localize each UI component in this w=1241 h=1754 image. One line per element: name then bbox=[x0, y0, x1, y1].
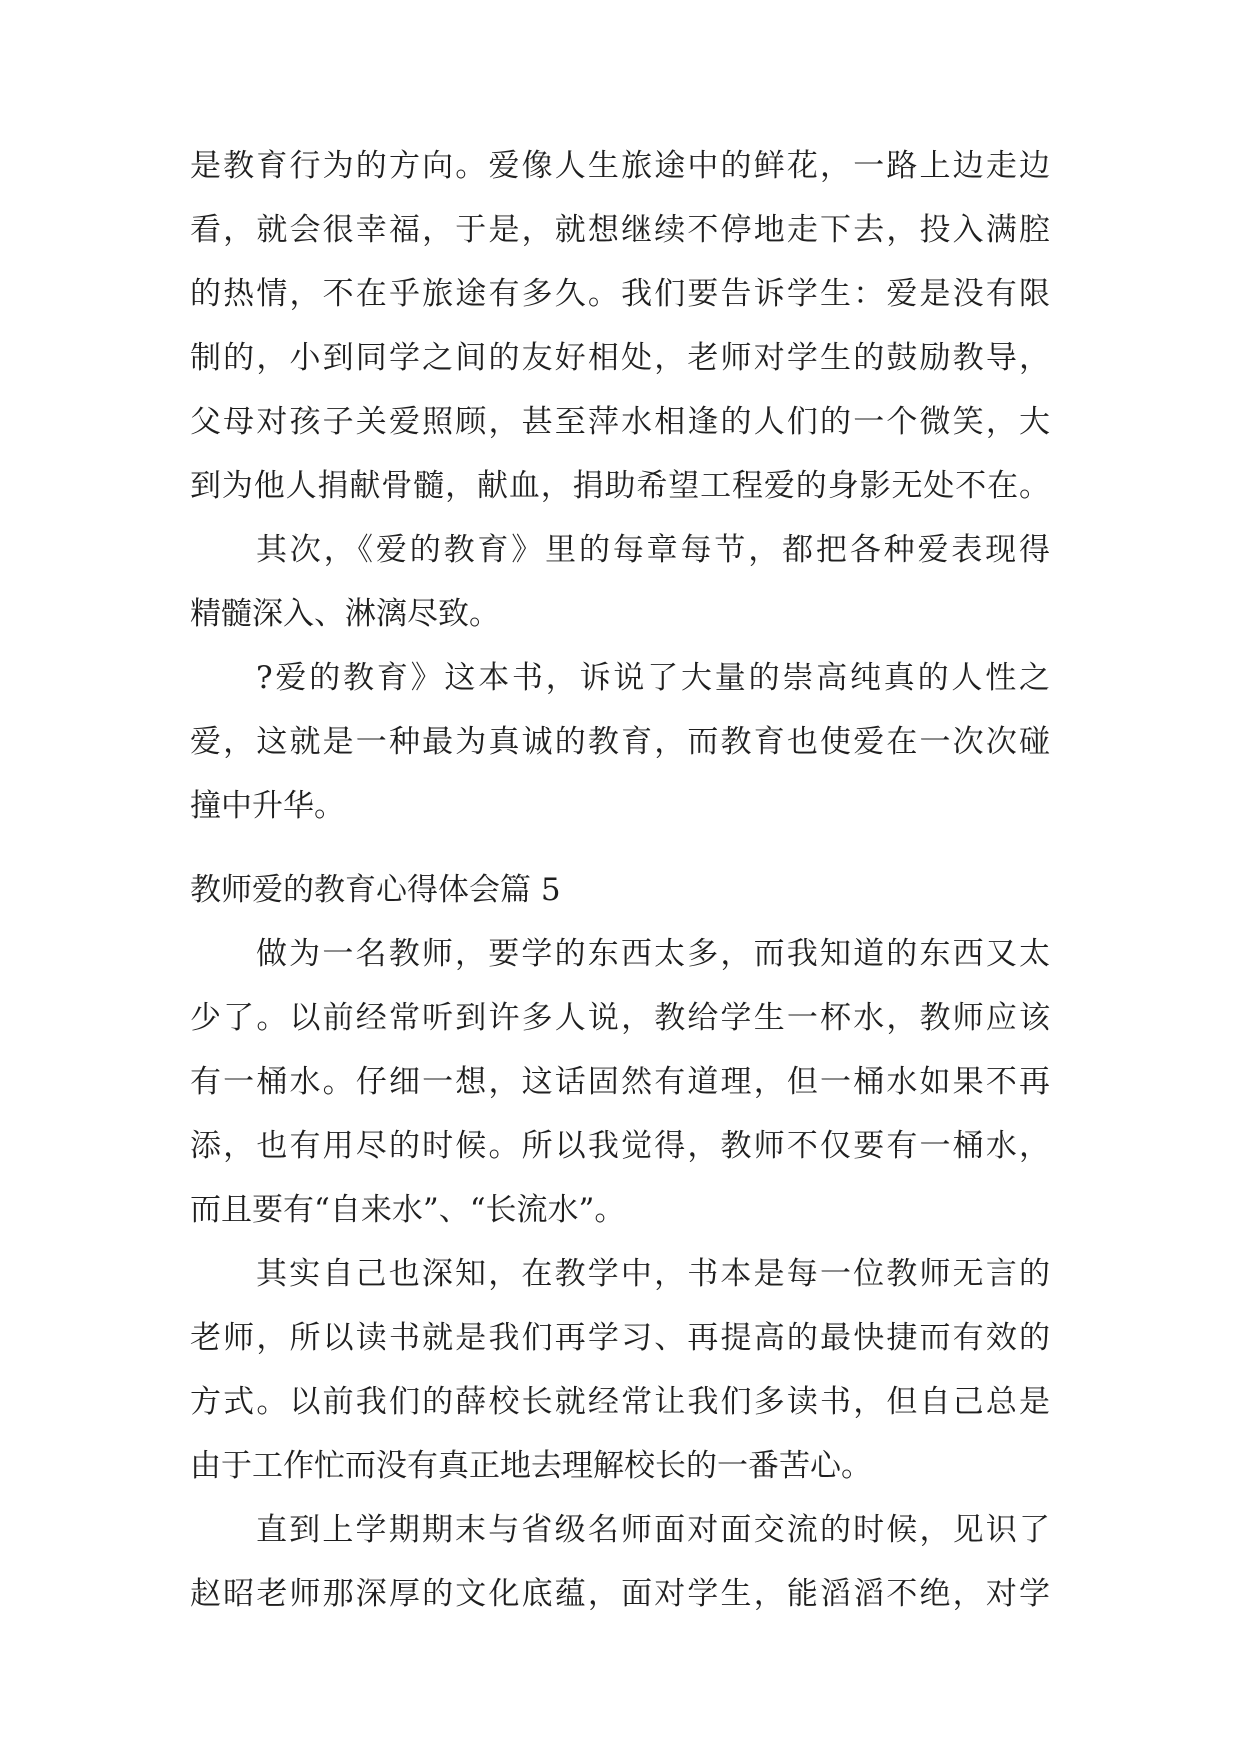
text-line: 少了。以前经常听到许多人说，教给学生一杯水，教师应该 bbox=[190, 1000, 1050, 1036]
text-line: ?爱的教育》这本书，诉说了大量的崇高纯真的人性之 bbox=[256, 660, 1050, 696]
text-line: 爱，这就是一种最为真诚的教育，而教育也使爱在一次次碰 bbox=[190, 724, 1050, 760]
text-line: 做为一名教师，要学的东西太多，而我知道的东西又太 bbox=[256, 936, 1050, 972]
text-line: 老师，所以读书就是我们再学习、再提高的最快捷而有效的 bbox=[190, 1320, 1050, 1356]
text-line: 添，也有用尽的时候。所以我觉得，教师不仅要有一桶水， bbox=[190, 1128, 1050, 1164]
text-line: 看，就会很幸福，于是，就想继续不停地走下去，投入满腔 bbox=[190, 212, 1050, 248]
text-line: 由于工作忙而没有真正地去理解校长的一番苦心。 bbox=[190, 1448, 872, 1484]
paragraph-reading-books bbox=[190, 1242, 1050, 1498]
text-line: 其次，《爱的教育》里的每章每节，都把各种爱表现得 bbox=[256, 532, 1050, 568]
paragraph-love-direction bbox=[190, 134, 1050, 518]
text-line: 直到上学期期末与省级名师面对面交流的时候，见识了 bbox=[256, 1512, 1050, 1548]
text-line: 方式。以前我们的薛校长就经常让我们多读书，但自己总是 bbox=[190, 1384, 1050, 1420]
paragraph-famous-teacher bbox=[190, 1498, 1050, 1626]
text-line: 父母对孩子关爱照顾，甚至萍水相逢的人们的一个微笑，大 bbox=[190, 404, 1050, 440]
paragraph-book-summary bbox=[190, 646, 1050, 838]
text-line: 其实自己也深知，在教学中，书本是每一位教师无言的 bbox=[256, 1256, 1050, 1292]
text-line: 的热情，不在乎旅途有多久。我们要告诉学生：爱是没有限 bbox=[190, 276, 1050, 312]
text-line: 撞中升华。 bbox=[190, 788, 345, 824]
section-heading: 教师爱的教育心得体会篇 5 bbox=[190, 872, 561, 908]
text-line: 而且要有“自来水”、“长流水”。 bbox=[190, 1192, 626, 1228]
text-line: 是教育行为的方向。爱像人生旅途中的鲜花，一路上边走边 bbox=[190, 148, 1050, 184]
text-line: 制的，小到同学之间的友好相处，老师对学生的鼓励教导， bbox=[190, 340, 1050, 376]
text-line: 精髓深入、淋漓尽致。 bbox=[190, 596, 500, 632]
text-line: 到为他人捐献骨髓，献血，捐助希望工程爱的身影无处不在。 bbox=[190, 468, 1050, 504]
paragraph-secondly bbox=[190, 518, 1050, 646]
paragraph-teacher-water bbox=[190, 922, 1050, 1242]
text-line: 有一桶水。仔细一想，这话固然有道理，但一桶水如果不再 bbox=[190, 1064, 1050, 1100]
text-line: 赵昭老师那深厚的文化底蕴，面对学生，能滔滔不绝，对学 bbox=[190, 1576, 1050, 1612]
